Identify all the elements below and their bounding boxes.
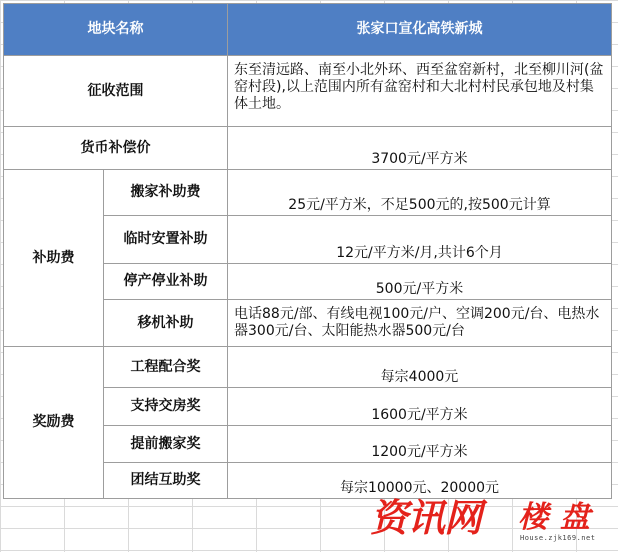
compensation-table [3, 3, 612, 499]
header-plot-value: 张家口宣化高铁新城 [228, 4, 612, 56]
reward-value: 1200元/平方米 [228, 426, 612, 463]
monetary-value: 3700元/平方米 [228, 127, 612, 170]
table-row [4, 56, 612, 127]
subsidy-value: 25元/平方米，不足500元的,按500元计算 [228, 170, 612, 216]
subsidy-label: 停产停业补助 [104, 264, 228, 300]
table-header-row [4, 4, 612, 56]
expropriation-label: 征收范围 [4, 56, 228, 127]
reward-label: 工程配合奖 [104, 347, 228, 388]
subsidy-value: 电话88元/部、有线电视100元/户、空调200元/台、电热水器300元/台、太阳能热水器500元/台 [228, 300, 612, 347]
reward-value: 每宗4000元 [228, 347, 612, 388]
watermark-url-text: House.zjk169.net [520, 534, 596, 542]
subsidy-label: 移机补助 [104, 300, 228, 347]
reward-label: 支持交房奖 [104, 388, 228, 426]
reward-label: 团结互助奖 [104, 463, 228, 499]
subsidy-value: 500元/平方米 [228, 264, 612, 300]
watermark-side-text: 楼盘 [518, 500, 602, 535]
expropriation-value: 东至清远路、南至小北外环、西至盆窑新村，北至柳川河(盆窑村段),以上范围内所有盆窑村和大北村村民承包地及村集体土地。 [228, 56, 612, 127]
subsidy-group-label: 补助费 [4, 170, 104, 347]
header-plot-name: 地块名称 [4, 4, 228, 56]
watermark-main-text: 资讯网 [370, 496, 482, 540]
reward-value: 每宗10000元、20000元 [228, 463, 612, 499]
subsidy-value: 12元/平方米/月,共计6个月 [228, 216, 612, 264]
table-row [4, 127, 612, 170]
reward-group-label: 奖励费 [4, 347, 104, 499]
subsidy-label: 搬家补助费 [104, 170, 228, 216]
reward-label: 提前搬家奖 [104, 426, 228, 463]
table-row [4, 347, 612, 388]
reward-value: 1600元/平方米 [228, 388, 612, 426]
subsidy-label: 临时安置补助 [104, 216, 228, 264]
table-row [4, 170, 612, 216]
monetary-label: 货币补偿价 [4, 127, 228, 170]
watermark-logo [370, 496, 610, 548]
